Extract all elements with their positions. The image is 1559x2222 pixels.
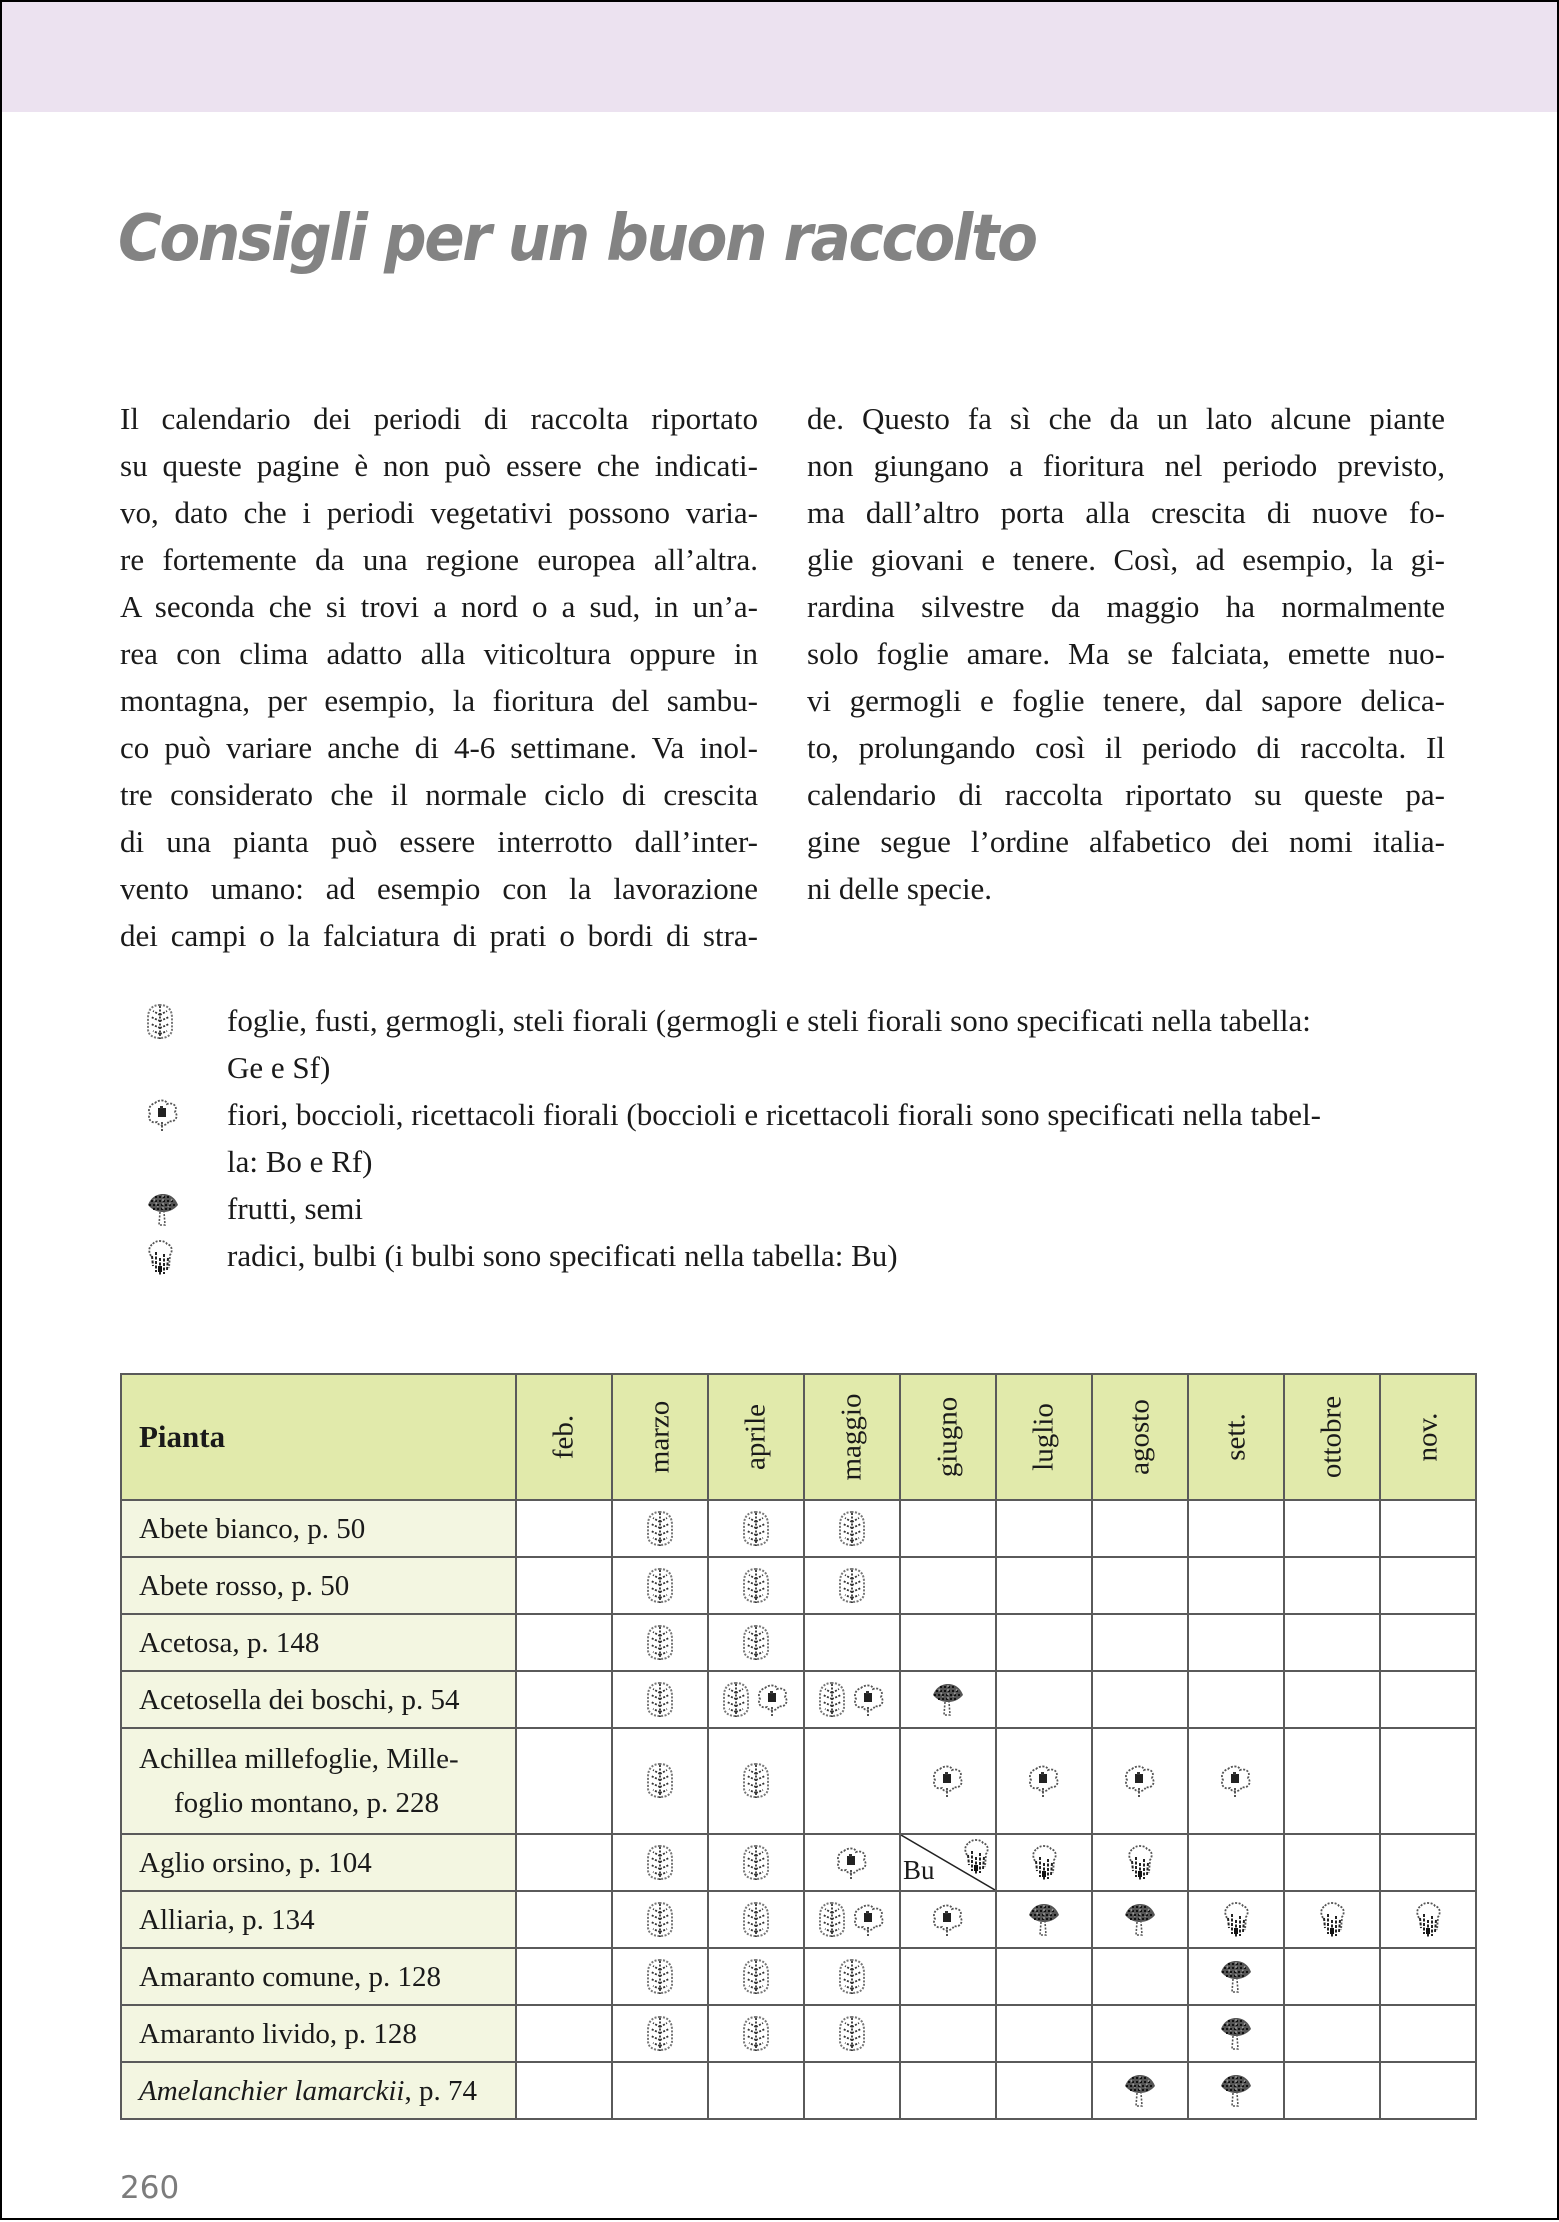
month-cell [1380,1557,1476,1614]
month-cell [900,1500,996,1557]
month-cell [516,1834,612,1891]
month-cell [1188,1891,1284,1948]
plant-name-cell: Acetosella dei boschi, p. 54 [121,1671,516,1728]
plant-name-cell: Alliaria, p. 134 [121,1891,516,1948]
table-row [121,1671,1476,1728]
month-cell [708,1614,804,1671]
column-header-month: nov. [1380,1374,1476,1500]
text-line: ma dall’altro porta alla crescita di nuove fo- [807,495,1445,530]
plant-name-cell: Amelanchier lamarckii, p. 74 [121,2062,516,2119]
leaf-icon [741,1844,771,1882]
leaf-icon [741,1958,771,1996]
text-line: Il calendario dei periodi di raccolta riportato [120,401,758,436]
month-cell [1380,1500,1476,1557]
month-cell [996,2005,1092,2062]
month-cell [1092,1728,1188,1834]
month-cell [804,1948,900,2005]
month-cell [1380,1728,1476,1834]
month-cell [708,1557,804,1614]
month-cell [1092,1671,1188,1728]
text-line: montagna, per esempio, la fioritura del sambu- [120,683,758,718]
text-line: re fortemente da una regione europea all’altra. [120,542,758,577]
text-line: A seconda che si trovi a nord o a sud, in un’a- [120,589,758,624]
flower-icon [851,1902,887,1938]
month-cell [1188,1614,1284,1671]
month-cell [612,1728,708,1834]
month-cell [516,1891,612,1948]
root-icon [1125,1843,1155,1883]
text-line: calendario di raccolta riportato su queste pa- [807,777,1445,812]
bulb-label: Bu [903,1855,935,1885]
month-cell [708,1891,804,1948]
month-cell [900,1614,996,1671]
body-column-left [120,395,758,959]
month-cell [900,1557,996,1614]
month-cell [1188,1728,1284,1834]
split-cell [901,1835,995,1890]
leaf-icon [837,1958,867,1996]
text-line: ni delle specie. [807,871,993,906]
leaf-icon [645,1901,675,1939]
month-cell [1284,1557,1380,1614]
column-header-month: marzo [612,1374,708,1500]
month-cell [1188,1948,1284,2005]
text-line: non giungano a fioritura nel periodo previsto, [807,448,1445,483]
month-cell [516,1671,612,1728]
month-cell [708,1948,804,2005]
month-cell [804,1728,900,1834]
text-line: vi germogli e foglie tenere, dal sapore delica- [807,683,1445,718]
leaf-icon [645,1510,675,1548]
month-cell [996,1948,1092,2005]
leaf-icon [817,1901,847,1939]
month-cell [900,2062,996,2119]
legend-item-flowers: fiori, boccioli, ricettacoli fiorali (boccioli e ricettacoli fiorali sono specificati nella tabel- la: Bo e Rf) [145,1091,1487,1185]
month-cell [612,1557,708,1614]
text-line: tre considerato che il normale ciclo di crescita [120,777,758,812]
text-line: to, prolungando così il periodo di raccolta. Il [807,730,1445,765]
month-cell [996,1728,1092,1834]
fruit-icon [1218,1958,1254,1996]
plant-name-cell: Amaranto comune, p. 128 [121,1948,516,2005]
flower-icon [1026,1763,1062,1799]
month-cell [900,1728,996,1834]
month-cell [1188,2062,1284,2119]
month-cell [900,1948,996,2005]
plant-name-cell: Abete rosso, p. 50 [121,1557,516,1614]
month-cell [900,1671,996,1728]
text-line: rea con clima adatto alla viticoltura oppure in [120,636,758,671]
month-cell [996,1891,1092,1948]
root-icon [1221,1900,1251,1940]
text-line: vento umano: ad esempio con la lavorazione [120,871,758,906]
month-cell [1188,2005,1284,2062]
month-cell [708,1500,804,1557]
legend-item-leaves: foglie, fusti, germogli, steli fiorali (germogli e steli fiorali sono specificati nella tabella: Ge e Sf) [145,997,1487,1091]
month-cell [516,1614,612,1671]
month-cell [804,2062,900,2119]
text-line: glie giovani e tenere. Così, ad esempio, la gi- [807,542,1445,577]
month-cell [996,1614,1092,1671]
fruit-icon [1122,2072,1158,2110]
month-cell [1092,2062,1188,2119]
month-cell [996,1671,1092,1728]
month-cell [1380,2005,1476,2062]
column-header-month: agosto [1092,1374,1188,1500]
month-cell [1092,1557,1188,1614]
plant-name-cell: Achillea millefoglie, Mille- foglio montano, p. 228 [121,1728,516,1834]
month-cell [1092,1891,1188,1948]
text-line: de. Questo fa sì che da un lato alcune piante [807,401,1445,436]
month-cell [996,1500,1092,1557]
text-line: dei campi o la falciatura di prati o bordi di stra- [120,918,758,953]
leaf-icon [741,1510,771,1548]
month-cell [516,1728,612,1834]
month-cell [900,1834,996,1891]
leaf-icon [837,2015,867,2053]
plant-name-cell: Acetosa, p. 148 [121,1614,516,1671]
table-row [121,1728,1476,1834]
month-cell [1092,2005,1188,2062]
leaf-icon [645,1624,675,1662]
leaf-icon [741,1624,771,1662]
table-row [121,2005,1476,2062]
leaf-icon [741,1901,771,1939]
page-number: 260 [120,2170,180,2206]
fruit-icon [930,1681,966,1719]
leaf-icon [741,1567,771,1605]
flower-icon [1218,1763,1254,1799]
leaf-icon [645,1681,675,1719]
month-cell [1284,1728,1380,1834]
table-row [121,1557,1476,1614]
month-cell [1092,1834,1188,1891]
fruit-icon [1122,1901,1158,1939]
month-cell [1284,1948,1380,2005]
legend-item-fruits: frutti, semi [145,1185,1487,1232]
month-cell [1380,1671,1476,1728]
fruit-icon [1218,2015,1254,2053]
plant-name-cell: Abete bianco, p. 50 [121,1500,516,1557]
column-header-month: aprile [708,1374,804,1500]
fruit-icon [145,1191,181,1229]
table-row [121,1614,1476,1671]
month-cell [804,1500,900,1557]
month-cell [1380,2062,1476,2119]
month-cell [1092,1500,1188,1557]
root-icon [1317,1900,1347,1940]
month-cell [612,2062,708,2119]
month-cell [708,2062,804,2119]
month-cell [516,1500,612,1557]
text-line: rardina silvestre da maggio ha normalmente [807,589,1445,624]
month-cell [1284,1614,1380,1671]
month-cell [1188,1834,1284,1891]
root-icon [1413,1900,1443,1940]
root-icon [961,1837,991,1877]
column-header-month: giugno [900,1374,996,1500]
month-cell [804,1671,900,1728]
leaf-icon [145,1003,175,1041]
month-cell [804,1614,900,1671]
text-line: vo, dato che i periodi vegetativi possono varia- [120,495,758,530]
leaf-icon [837,1510,867,1548]
month-cell [708,1671,804,1728]
text-line: su queste pagine è non può essere che indicati- [120,448,758,483]
text-line: gine segue l’ordine alfabetico dei nomi italia- [807,824,1445,859]
month-cell [612,1671,708,1728]
month-cell [1380,1891,1476,1948]
legend-item-roots: radici, bulbi (i bulbi sono specificati nella tabella: Bu) [145,1232,1487,1279]
flower-icon [930,1763,966,1799]
column-header-month: sett. [1188,1374,1284,1500]
plant-name-cell: Aglio orsino, p. 104 [121,1834,516,1891]
month-cell [612,2005,708,2062]
month-cell [1092,1948,1188,2005]
month-cell [516,2062,612,2119]
month-cell [516,1948,612,2005]
leaf-icon [741,1762,771,1800]
month-cell [516,1557,612,1614]
month-cell [708,1834,804,1891]
month-cell [996,1834,1092,1891]
flower-icon [145,1097,181,1133]
month-cell [1092,1614,1188,1671]
table-row [121,1948,1476,2005]
leaf-icon [645,2015,675,2053]
table-header-row [121,1374,1476,1500]
month-cell [900,2005,996,2062]
root-icon [145,1238,175,1278]
flower-icon [851,1682,887,1718]
month-cell [900,1891,996,1948]
table-row [121,1834,1476,1891]
month-cell [804,1557,900,1614]
month-cell [996,2062,1092,2119]
month-cell [612,1948,708,2005]
flower-icon [755,1682,791,1718]
text-line: di una pianta può essere interrotto dall’inter- [120,824,758,859]
leaf-icon [645,1567,675,1605]
text-line: co può variare anche di 4-6 settimane. Va inol- [120,730,758,765]
leaf-icon [721,1681,751,1719]
table-row [121,1500,1476,1557]
leaf-icon [837,1567,867,1605]
header-band [2,2,1557,112]
month-cell [804,1891,900,1948]
flower-icon [1122,1763,1158,1799]
page-title: Consigli per un buon raccolto [118,202,1036,276]
column-header-month: luglio [996,1374,1092,1500]
fruit-icon [1218,2072,1254,2110]
month-cell [804,1834,900,1891]
flower-icon [930,1902,966,1938]
month-cell [996,1557,1092,1614]
fruit-icon [1026,1901,1062,1939]
month-cell [1188,1500,1284,1557]
month-cell [708,2005,804,2062]
month-cell [708,1728,804,1834]
leaf-icon [817,1681,847,1719]
month-cell [612,1834,708,1891]
month-cell [612,1614,708,1671]
month-cell [1284,1834,1380,1891]
flower-icon [834,1845,870,1881]
month-cell [1380,1614,1476,1671]
leaf-icon [645,1762,675,1800]
icon-legend [145,997,1487,1279]
leaf-icon [645,1844,675,1882]
month-cell [1188,1557,1284,1614]
month-cell [1284,2062,1380,2119]
column-header-month: maggio [804,1374,900,1500]
plant-name-cell: Amaranto livido, p. 128 [121,2005,516,2062]
leaf-icon [741,2015,771,2053]
month-cell [1284,2005,1380,2062]
text-line: solo foglie amare. Ma se falciata, emette nuo- [807,636,1445,671]
month-cell [1380,1834,1476,1891]
column-header-plant: Pianta [121,1374,516,1500]
column-header-month: feb. [516,1374,612,1500]
month-cell [516,2005,612,2062]
column-header-month: ottobre [1284,1374,1380,1500]
month-cell [1284,1671,1380,1728]
root-icon [1029,1843,1059,1883]
harvest-calendar-table [120,1373,1477,2120]
body-column-right [807,395,1445,912]
month-cell [1284,1500,1380,1557]
table-row [121,2062,1476,2119]
month-cell [612,1891,708,1948]
month-cell [1284,1891,1380,1948]
month-cell [1380,1948,1476,2005]
leaf-icon [645,1958,675,1996]
month-cell [804,2005,900,2062]
month-cell [612,1500,708,1557]
month-cell [1188,1671,1284,1728]
table-row [121,1891,1476,1948]
